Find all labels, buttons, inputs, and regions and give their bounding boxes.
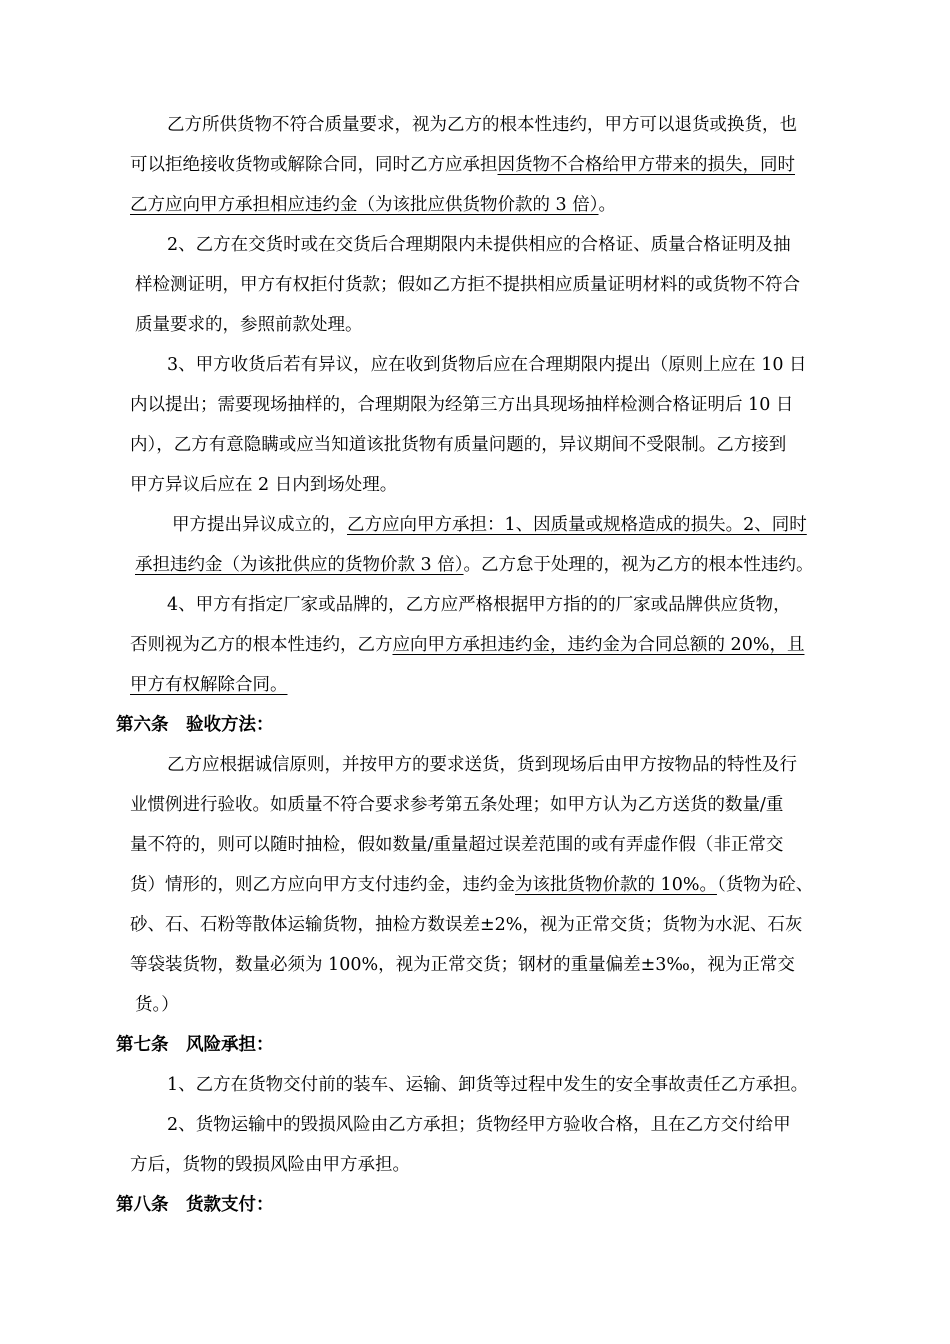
- para-1-line-1: 乙方所供货物不符合质量要求，视为乙方的根本性违约，甲方可以退货或换货，也: [167, 115, 797, 135]
- para-3-line-2: 内以提出；需要现场抽样的，合理期限为经第三方出具现场抽样检测合格证明后 10 日: [130, 395, 794, 415]
- section-7-line-1: 1、乙方在货物交付前的装车、运输、卸货等过程中发生的安全事故责任乙方承担。: [167, 1075, 809, 1095]
- para-1-line-3-text: 。: [598, 195, 617, 215]
- para-3-line-1: 3、甲方收货后若有异议，应在收到货物后应在合理期限内提出（原则上应在 10 日: [167, 355, 807, 375]
- para-4-line-2: [135, 553, 814, 577]
- section-6-line-4: [130, 873, 813, 897]
- para-5-line-2-text: 否则视为乙方的根本性违约，乙方: [130, 635, 393, 655]
- section-6-line-4-underlined: 为该批货物价款的 10%。: [515, 875, 717, 895]
- para-1-line-2-underlined: 因货物不合格给甲方带来的损失，同时: [497, 155, 795, 175]
- para-4-line-1-text: 甲方提出异议成立的，: [172, 515, 347, 535]
- para-5-line-2: [130, 633, 804, 657]
- section-7-line-2: 2、货物运输中的毁损风险由乙方承担；货物经甲方验收合格，且在乙方交付给甲: [167, 1115, 791, 1135]
- para-1-line-2: [130, 153, 795, 177]
- section-6-heading: 第六条 验收方法：: [116, 715, 274, 735]
- para-4-line-1-underlined: 乙方应向甲方承担：1、因质量或规格造成的损失。2、同时: [347, 515, 807, 535]
- section-6-line-2: 业惯例进行验收。如质量不符合要求参考第五条处理；如甲方认为乙方送货的数量/重: [130, 795, 784, 815]
- para-5-line-3: [130, 673, 288, 697]
- section-7-heading: 第七条 风险承担：: [116, 1035, 274, 1055]
- section-6-line-4-tail: （货物为砼、: [716, 875, 814, 895]
- para-1-line-3-underlined: 乙方应向甲方承担相应违约金（为该批应供货物价款的 3 倍）: [130, 195, 599, 215]
- para-2-line-1: 2、乙方在交货时或在交货后合理期限内未提供相应的合格证、质量合格证明及抽: [167, 235, 791, 255]
- para-4-line-1: [172, 513, 807, 537]
- para-1-line-2-text: 可以拒绝接收货物或解除合同，同时乙方应承担: [130, 155, 498, 175]
- section-6-line-7: 货。）: [135, 995, 179, 1015]
- section-8-heading: 第八条 货款支付：: [116, 1195, 274, 1215]
- para-2-line-2: 样检测证明，甲方有权拒付货款；假如乙方拒不提拱相应质量证明材料的或货物不符合: [135, 275, 800, 295]
- para-5-line-1: 4、甲方有指定厂家或品牌的，乙方应严格根据甲方指的的厂家或品牌供应货物，: [167, 595, 791, 615]
- para-1-line-3: [130, 193, 616, 217]
- para-4-line-2-text: 。乙方怠于处理的，视为乙方的根本性违约。: [463, 555, 814, 575]
- section-6-line-5: 砂、石、石粉等散体运输货物，抽检方数误差±2%，视为正常交货；货物为水泥、石灰: [130, 915, 803, 935]
- section-6-line-6: 等袋装货物，数量必须为 100%，视为正常交货；钢材的重量偏差±3‰，视为正常交: [130, 955, 795, 975]
- para-5-line-2-underlined: 应向甲方承担违约金，违约金为合同总额的 20%，且: [392, 635, 805, 655]
- para-2-line-3: 质量要求的，参照前款处理。: [135, 315, 363, 335]
- section-7-line-3: 方后，货物的毁损风险由甲方承担。: [130, 1155, 410, 1175]
- para-3-line-4: 甲方异议后应在 2 日内到场处理。: [130, 475, 398, 495]
- section-6-line-1: 乙方应根据诚信原则，并按甲方的要求送货，货到现场后由甲方按物品的特性及行: [167, 755, 797, 775]
- section-6-line-3: 量不符的，则可以随时抽检，假如数量/重量超过误差范围的或有弄虚作假（非正常交: [130, 835, 784, 855]
- section-6-line-4-text: 货）情形的，则乙方应向甲方支付违约金，违约金: [130, 875, 515, 895]
- para-3-line-3: 内），乙方有意隐瞒或应当知道该批货物有质量问题的，异议期间不受限制。乙方接到: [130, 435, 787, 455]
- para-4-line-2-underlined: 承担违约金（为该批供应的货物价款 3 倍）: [135, 555, 464, 575]
- para-5-line-3-underlined: 甲方有权解除合同。: [130, 675, 288, 695]
